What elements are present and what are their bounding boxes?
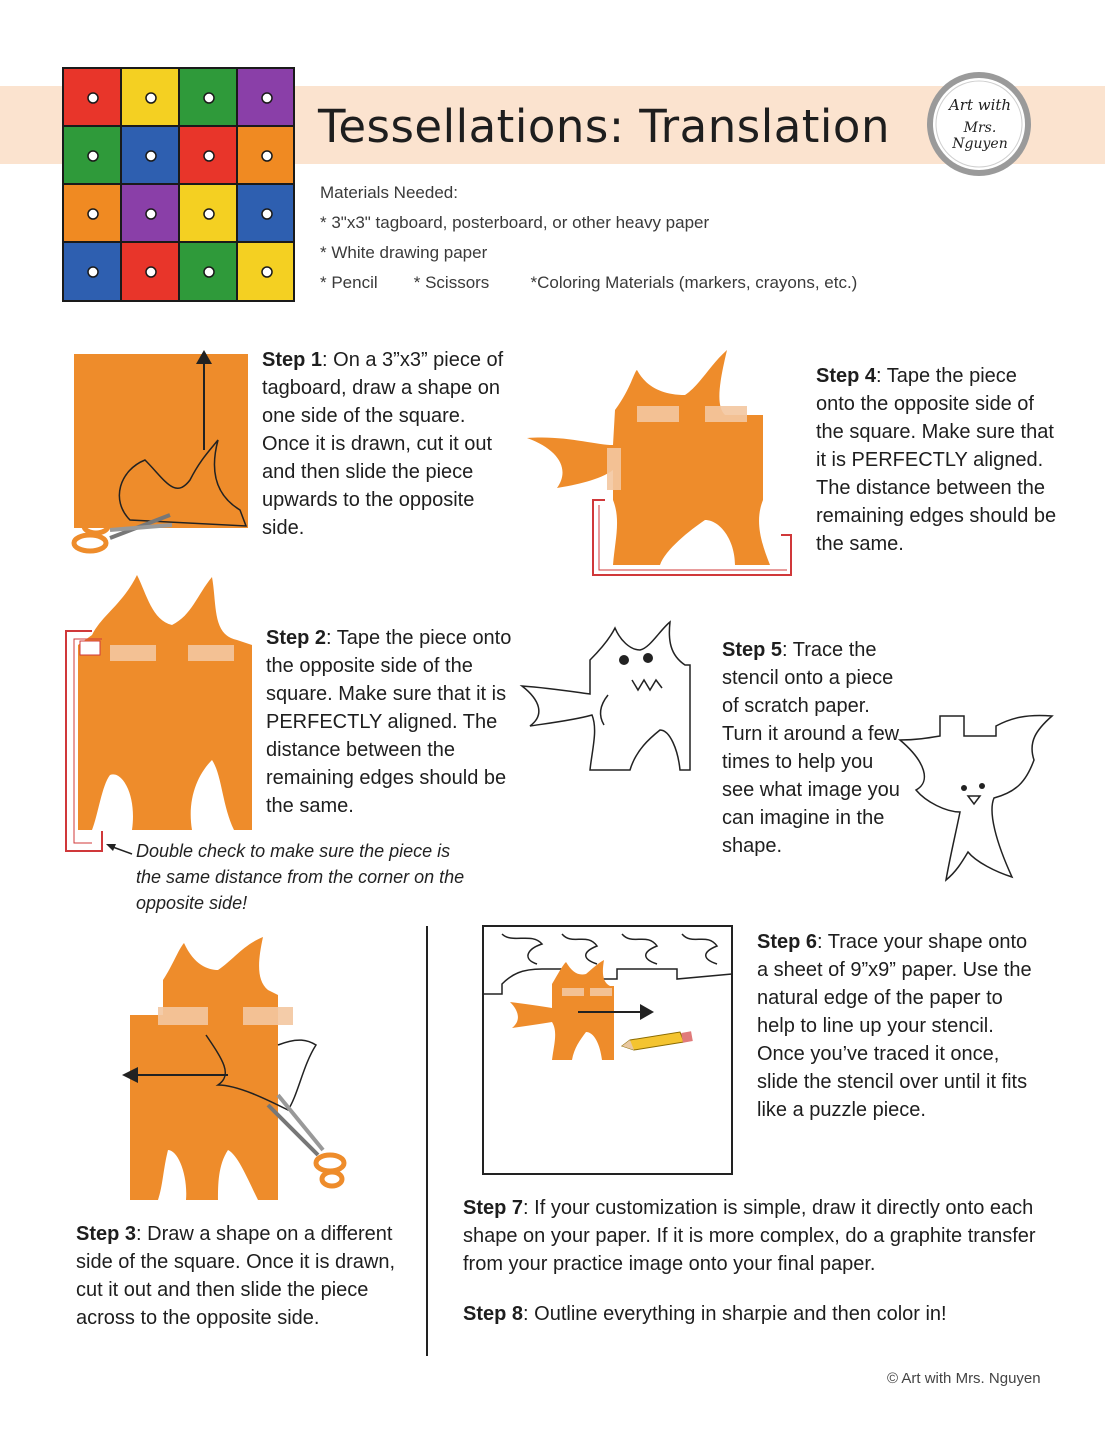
step-5 [722, 636, 907, 860]
step-5-text: : Trace the stencil onto a piece of scratch paper. Turn it around a few times to help you see what image you can imagine in the shape. [722, 639, 900, 857]
step-7-label: Step 7 [463, 1197, 524, 1219]
step3-illustration [118, 935, 358, 1205]
materials-item: * 3"x3" tagboard, posterboard, or other heavy paper [320, 213, 710, 232]
column-divider [426, 926, 428, 1356]
step-3 [76, 1220, 411, 1332]
step6-illustration [482, 924, 744, 1176]
step-1-text: : On a 3”x3” piece of tagboard, draw a shape on one side of the square. Once it is drawn, cut it out and then slide the piece upwards to the opposite side. [262, 349, 504, 539]
note-arrow [104, 842, 134, 858]
step-6-label: Step 6 [757, 931, 818, 953]
materials-item: * Scissors [413, 273, 490, 292]
step-4 [816, 362, 1061, 558]
tessellation-example-image [63, 68, 294, 301]
materials-item: * White drawing paper [320, 243, 488, 262]
scissors-icon [268, 1095, 344, 1186]
step-8-text: : Outline everything in sharpie and then color in! [523, 1303, 947, 1325]
step1-illustration [70, 350, 250, 565]
step5-stencil-bird [896, 712, 1056, 887]
materials-heading: Materials Needed: [320, 183, 458, 202]
step-2-text: : Tape the piece onto the opposite side of the square. Make sure that it is PERFECTLY aligned. The distance between the remaining edges should be the same. [266, 627, 512, 817]
step-3-label: Step 3 [76, 1223, 137, 1245]
step-8 [463, 1300, 1063, 1328]
step-1-label: Step 1 [262, 349, 323, 371]
materials-item: * Pencil [320, 273, 378, 292]
step-7 [463, 1194, 1063, 1278]
double-check-note: Double check to make sure the piece is the same distance from the corner on the opposite side! [136, 841, 465, 913]
logo-text-top: Art with [948, 96, 1012, 114]
step5-stencil-dragon [520, 620, 720, 780]
materials-list [320, 178, 857, 298]
page-title: Tessellations: Translation [318, 100, 890, 153]
materials-item: *Coloring Materials (markers, crayons, etc.) [530, 273, 858, 292]
step-4-label: Step 4 [816, 365, 877, 387]
step4-illustration [525, 350, 800, 580]
copyright: © Art with Mrs. Nguyen [887, 1370, 1041, 1387]
logo-text-bottom: Mrs. Nguyen [952, 120, 1008, 152]
step-1 [262, 346, 507, 542]
step2-illustration [62, 575, 262, 860]
step-2 [266, 624, 526, 820]
step-4-text: : Tape the piece onto the opposite side of the square. Make sure that it is PERFECTLY aligned. The distance between the remaining edges should be the same. [816, 365, 1057, 555]
step-2-label: Step 2 [266, 627, 327, 649]
materials-item-row [320, 268, 857, 298]
step-5-label: Step 5 [722, 639, 783, 661]
step-3-text: : Draw a shape on a different side of the square. Once it is drawn, cut it out and then slide the piece across to the opposite side. [76, 1223, 396, 1329]
step-6 [757, 928, 1032, 1124]
step-8-label: Step 8 [463, 1303, 524, 1325]
step-6-text: : Trace your shape onto a sheet of 9”x9” paper. Use the natural edge of the paper to help to line up your stencil. Once you’ve traced it once, slide the stencil over until it fits like a puzzle piece. [757, 931, 1032, 1121]
step-7-text: : If your customization is simple, draw it directly onto each shape on your paper. If it is more complex, do a graphite transfer from your practice image onto your final paper. [463, 1197, 1036, 1275]
